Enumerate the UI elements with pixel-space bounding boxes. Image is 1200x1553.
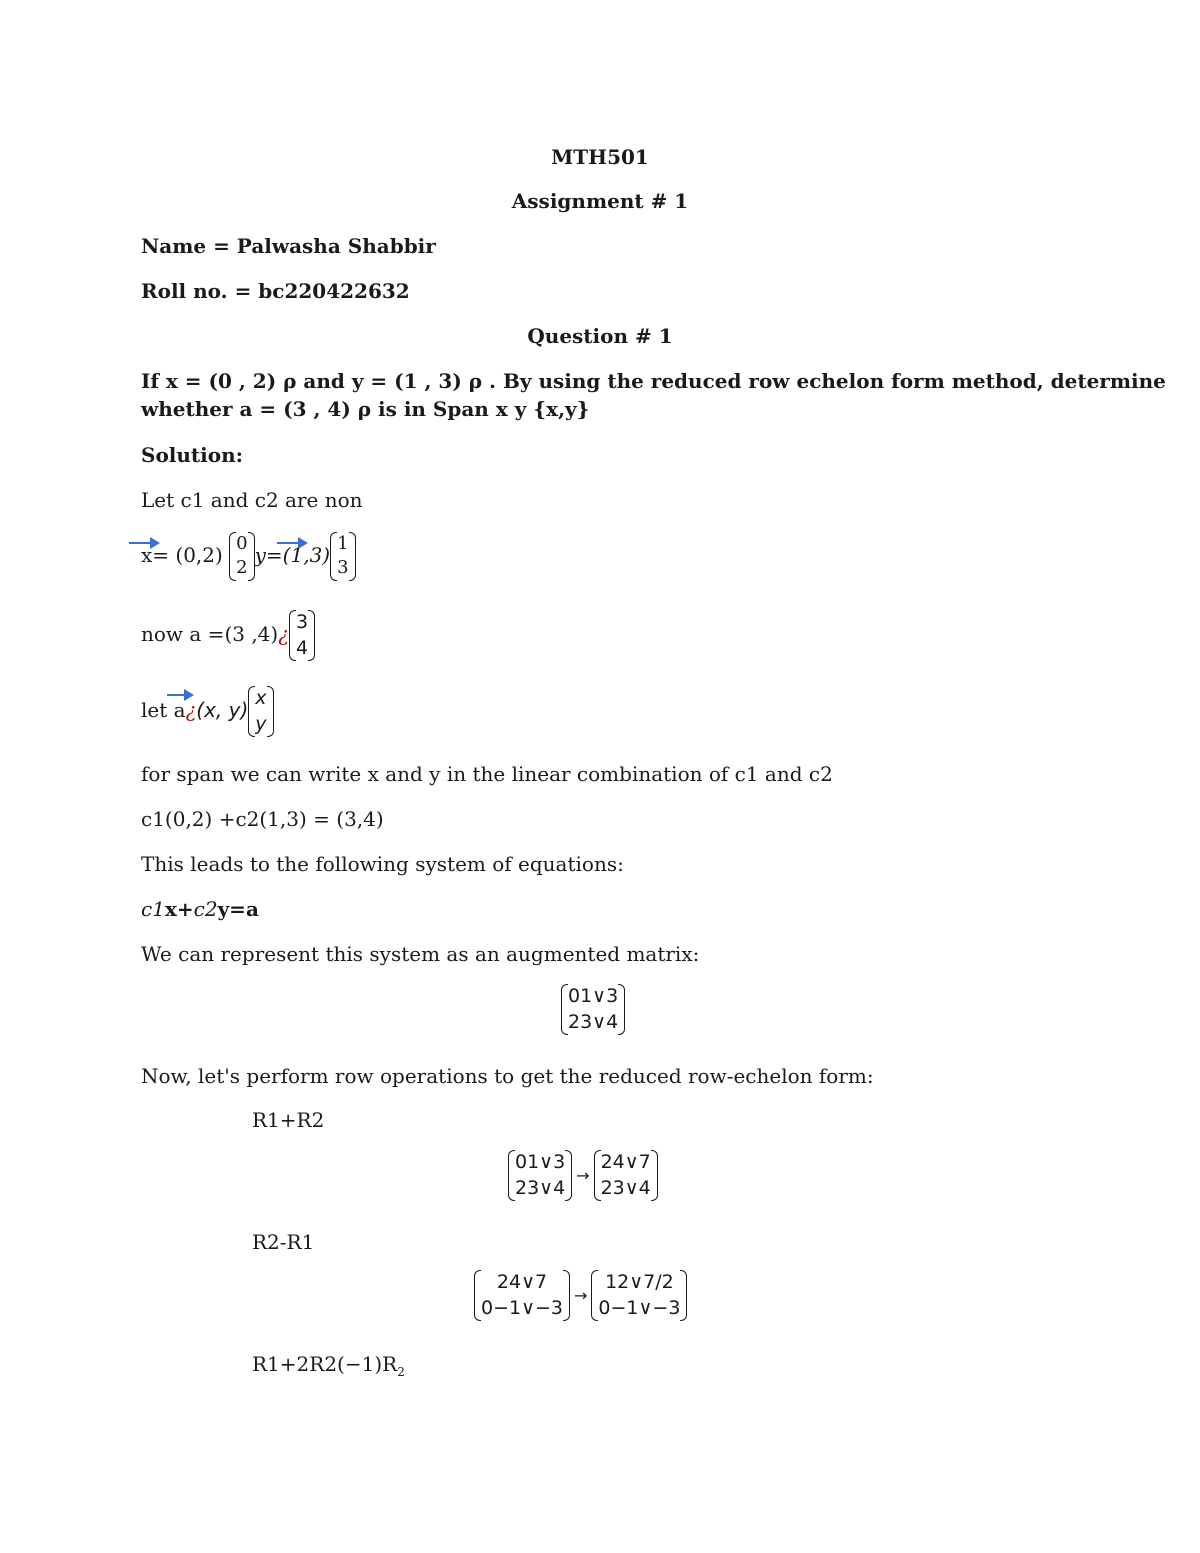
now-a-text: now a =(3 ,4)	[141, 622, 279, 647]
vec-y-column	[330, 532, 355, 581]
augmented-matrix	[561, 984, 625, 1035]
let-a-paren: (x, y)	[196, 698, 249, 723]
inverted-question-glyph: ¿	[278, 622, 289, 647]
matrix-cell: 3	[337, 557, 349, 579]
matrix	[561, 984, 625, 1035]
matrix-row: 0−1∨−3	[598, 1296, 681, 1319]
inverted-question-glyph: ¿	[185, 698, 197, 723]
eq-rest1: x+	[164, 897, 194, 921]
arrow-icon: →	[576, 1166, 590, 1186]
step1-label: R1+R2	[252, 1108, 325, 1132]
step3-label	[252, 1352, 405, 1379]
matrix	[508, 1150, 572, 1201]
matrix-row: 23∨4	[568, 1010, 619, 1033]
step3-label-main: R1+2R2(−1)R	[252, 1352, 398, 1376]
matrix-row: 23∨4	[600, 1176, 651, 1199]
span-line: for span we can write x and y in the linear combination of c1 and c2	[141, 762, 833, 786]
step2-matrices	[474, 1270, 687, 1321]
matrix	[474, 1270, 570, 1321]
matrix	[591, 1270, 687, 1321]
eq-c2: c2	[193, 897, 218, 921]
combination-line: c1(0,2) +c2(1,3) = (3,4)	[141, 807, 384, 831]
matrix-row: 01∨3	[568, 985, 619, 1007]
let-a-column	[248, 686, 273, 737]
vec-y-text: y=(1,3)	[254, 542, 331, 567]
assignment-title: Assignment # 1	[511, 189, 689, 213]
matrix	[594, 1150, 658, 1201]
system-line: This leads to the following system of equations:	[141, 852, 624, 876]
eq-c1: c1	[141, 897, 165, 921]
let-line: Let c1 and c2 are non	[141, 488, 363, 512]
now-a-column	[289, 610, 315, 661]
vec-x-text: x= (0,2)	[141, 542, 223, 567]
roll-number: Roll no. = bc220422632	[141, 279, 410, 303]
step2-label: R2-R1	[252, 1230, 315, 1254]
augmented-line: We can represent this system as an augmented matrix:	[141, 942, 700, 966]
now-a-line	[141, 610, 315, 661]
matrix-row: 23∨4	[515, 1176, 566, 1199]
matrix-row: 01∨3	[515, 1151, 566, 1173]
matrix-cell: 4	[295, 636, 309, 659]
matrix-row: 24∨7	[600, 1151, 651, 1173]
arrow-icon: →	[574, 1286, 588, 1306]
solution-label: Solution:	[141, 443, 244, 467]
eq-rest2: y=a	[217, 897, 259, 921]
matrix-row: 24∨7	[496, 1271, 548, 1293]
matrix-row: 12∨7/2	[605, 1271, 674, 1293]
matrix-cell: 0	[236, 533, 248, 554]
question-title: Question # 1	[527, 324, 673, 348]
matrix-row: 0−1∨−3	[481, 1296, 564, 1319]
vector-definition-line	[141, 532, 356, 581]
let-a-text: let a	[141, 698, 186, 723]
matrix-cell: y	[255, 712, 267, 735]
question-line-1: If x = (0 , 2) ρ and y = (1 , 3) ρ . By using the reduced row echelon form method, determine	[141, 369, 1166, 393]
matrix-cell: 1	[337, 533, 349, 554]
student-name: Name = Palwasha Shabbir	[141, 234, 436, 258]
row-ops-line: Now, let's perform row operations to get the reduced row-echelon form:	[141, 1064, 874, 1088]
step1-matrices	[508, 1150, 658, 1201]
equation-line	[141, 897, 259, 921]
let-a-line	[141, 686, 274, 737]
question-line-2: whether a = (3 , 4) ρ is in Span x y {x,y}	[141, 397, 590, 421]
matrix-cell: x	[255, 687, 267, 709]
step3-label-sub: 2	[397, 1365, 405, 1379]
matrix-cell: 3	[295, 611, 309, 633]
matrix-cell: 2	[236, 557, 248, 579]
course-title: MTH501	[551, 145, 649, 169]
vec-x-column	[229, 532, 254, 581]
